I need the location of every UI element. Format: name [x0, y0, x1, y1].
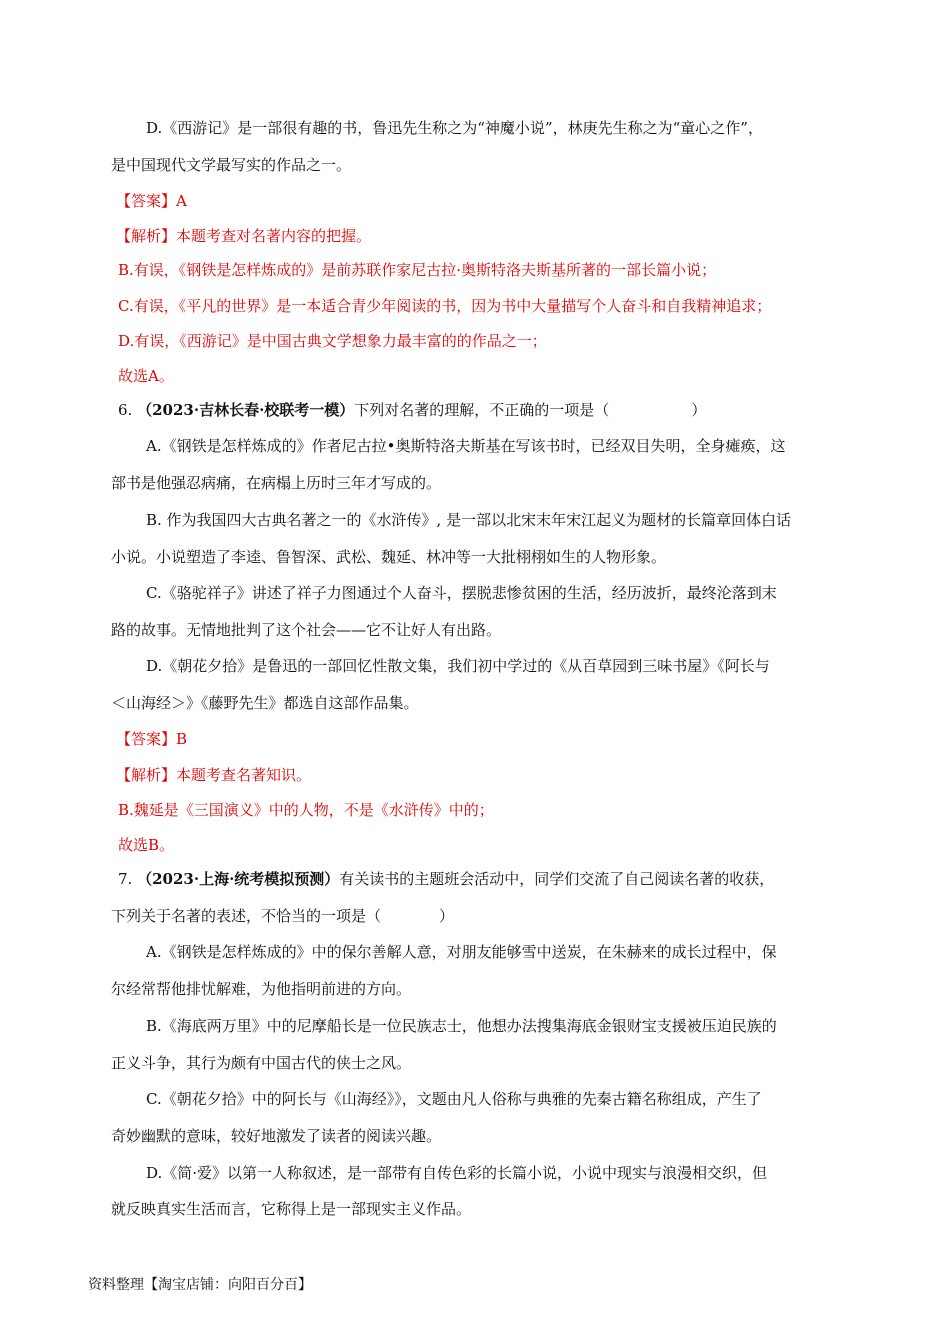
q7-option-b-line2: 正义斗争，其行为颇有中国古代的侠士之风。 [111, 1054, 412, 1072]
page-footer: 资料整理【淘宝店铺：向阳百分百】 [88, 1277, 312, 1293]
q5-option-d-line2: 是中国现代文学最写实的作品之一。 [111, 156, 352, 174]
q7-option-c-line2: 奇妙幽默的意味，较好地激发了读者的阅读兴趣。 [111, 1127, 442, 1145]
q7-option-b-line1: B.《海底两万里》中的尼摩船长是一位民族志士，他想办法搜集海底金银财宝支援被压迫民族的 [146, 1017, 777, 1035]
q7-option-c-line1: C.《朝花夕拾》中的阿长与《山海经》》，文题由凡人俗称与典雅的先秦古籍名称组成，产生了 [146, 1090, 762, 1108]
q7-stem-line1 [118, 869, 774, 889]
q5-explanation-d: D.有误，《西游记》是中国古典文学想象力最丰富的的作品之一； [118, 332, 547, 350]
q7-option-a-line2: 尔经常帮他排忧解难，为他指明前进的方向。 [111, 980, 412, 998]
q7-stem-line2 [111, 906, 454, 926]
q6-source: （2023·吉林长春·校联考一模） [137, 401, 355, 419]
q6-option-d-line2: ＜山海经＞》《藤野先生》都选自这部作品集。 [111, 694, 419, 712]
q5-explanation-b: B.有误，《钢铁是怎样炼成的》是前苏联作家尼古拉·奥斯特洛夫斯基所著的一部长篇小说； [118, 261, 717, 279]
q6-answer: 【答案】B [116, 730, 188, 748]
q7-option-a-line1: A.《钢铁是怎样炼成的》中的保尔善解人意，对朋友能够雪中送炭，在朱赫来的成长过程中，保 [146, 943, 777, 961]
q7-option-d-line2: 就反映真实生活而言，它称得上是一部现实主义作品。 [111, 1200, 472, 1218]
q6-option-c-line1: C.《骆驼祥子》讲述了祥子力图通过个人奋斗，摆脱悲惨贫困的生活，经历波折，最终沦落到末 [146, 584, 777, 602]
q7-stem-text-2: 下列关于名著的表述，不恰当的一项是（ [111, 907, 382, 925]
q5-explanation-c: C.有误，《平凡的世界》是一本适合青少年阅读的书，因为书中大量描写个人奋斗和自我精神追求； [118, 297, 772, 315]
q6-option-a-line1: A.《钢铁是怎样炼成的》作者尼古拉•奥斯特洛夫斯基在写该书时，已经双目失明，全身瘫痪，这 [146, 437, 786, 455]
q7-stem-close: ） [439, 907, 455, 925]
q6-explanation-b: B.魏延是《三国演义》中的人物，不是《水浒传》中的； [118, 801, 494, 819]
q6-stem [118, 400, 706, 420]
q6-option-b-line2: 小说。小说塑造了李逵、鲁智深、武松、魏延、林冲等一大批栩栩如生的人物形象。 [111, 548, 667, 566]
q6-stem-close: ） [691, 401, 707, 419]
q6-number: 6. [118, 401, 133, 419]
q6-stem-text: 下列对名著的理解，不正确的一项是（ [354, 401, 610, 419]
q5-conclusion: 故选A。 [118, 367, 174, 385]
q6-conclusion: 故选B。 [118, 836, 175, 854]
q6-option-d-line1: D.《朝花夕拾》是鲁迅的一部回忆性散文集，我们初中学过的《从百草园到三味书屋》《阿长与 [146, 657, 770, 675]
q6-analysis: 【解析】本题考查名著知识。 [116, 766, 312, 784]
q6-option-c-line2: 路的故事。无情地批判了这个社会——它不让好人有出路。 [111, 621, 502, 639]
q6-option-a-line2: 部书是他强忍病痛，在病榻上历时三年才写成的。 [111, 474, 442, 492]
q7-option-d-line1: D.《简·爱》以第一人称叙述，是一部带有自传色彩的长篇小说，小说中现实与浪漫相交织，但 [146, 1164, 768, 1182]
q7-source: （2023·上海·统考模拟预测） [137, 870, 340, 888]
q6-option-b-line1: B. 作为我国四大古典名著之一的《水浒传》, 是一部以北宋末年宋江起义为题材的长篇章回体白话 [146, 511, 792, 529]
q5-analysis: 【解析】本题考查对名著内容的把握。 [116, 227, 372, 245]
q7-stem-text: 有关读书的主题班会活动中，同学们交流了自己阅读名著的收获， [339, 870, 775, 888]
q5-answer: 【答案】A [116, 192, 187, 210]
q7-number: 7. [118, 870, 133, 888]
q5-option-d-line1: D.《西游记》是一部很有趣的书，鲁迅先生称之为“神魔小说”，林庚先生称之为“童心之作”， [146, 119, 763, 137]
